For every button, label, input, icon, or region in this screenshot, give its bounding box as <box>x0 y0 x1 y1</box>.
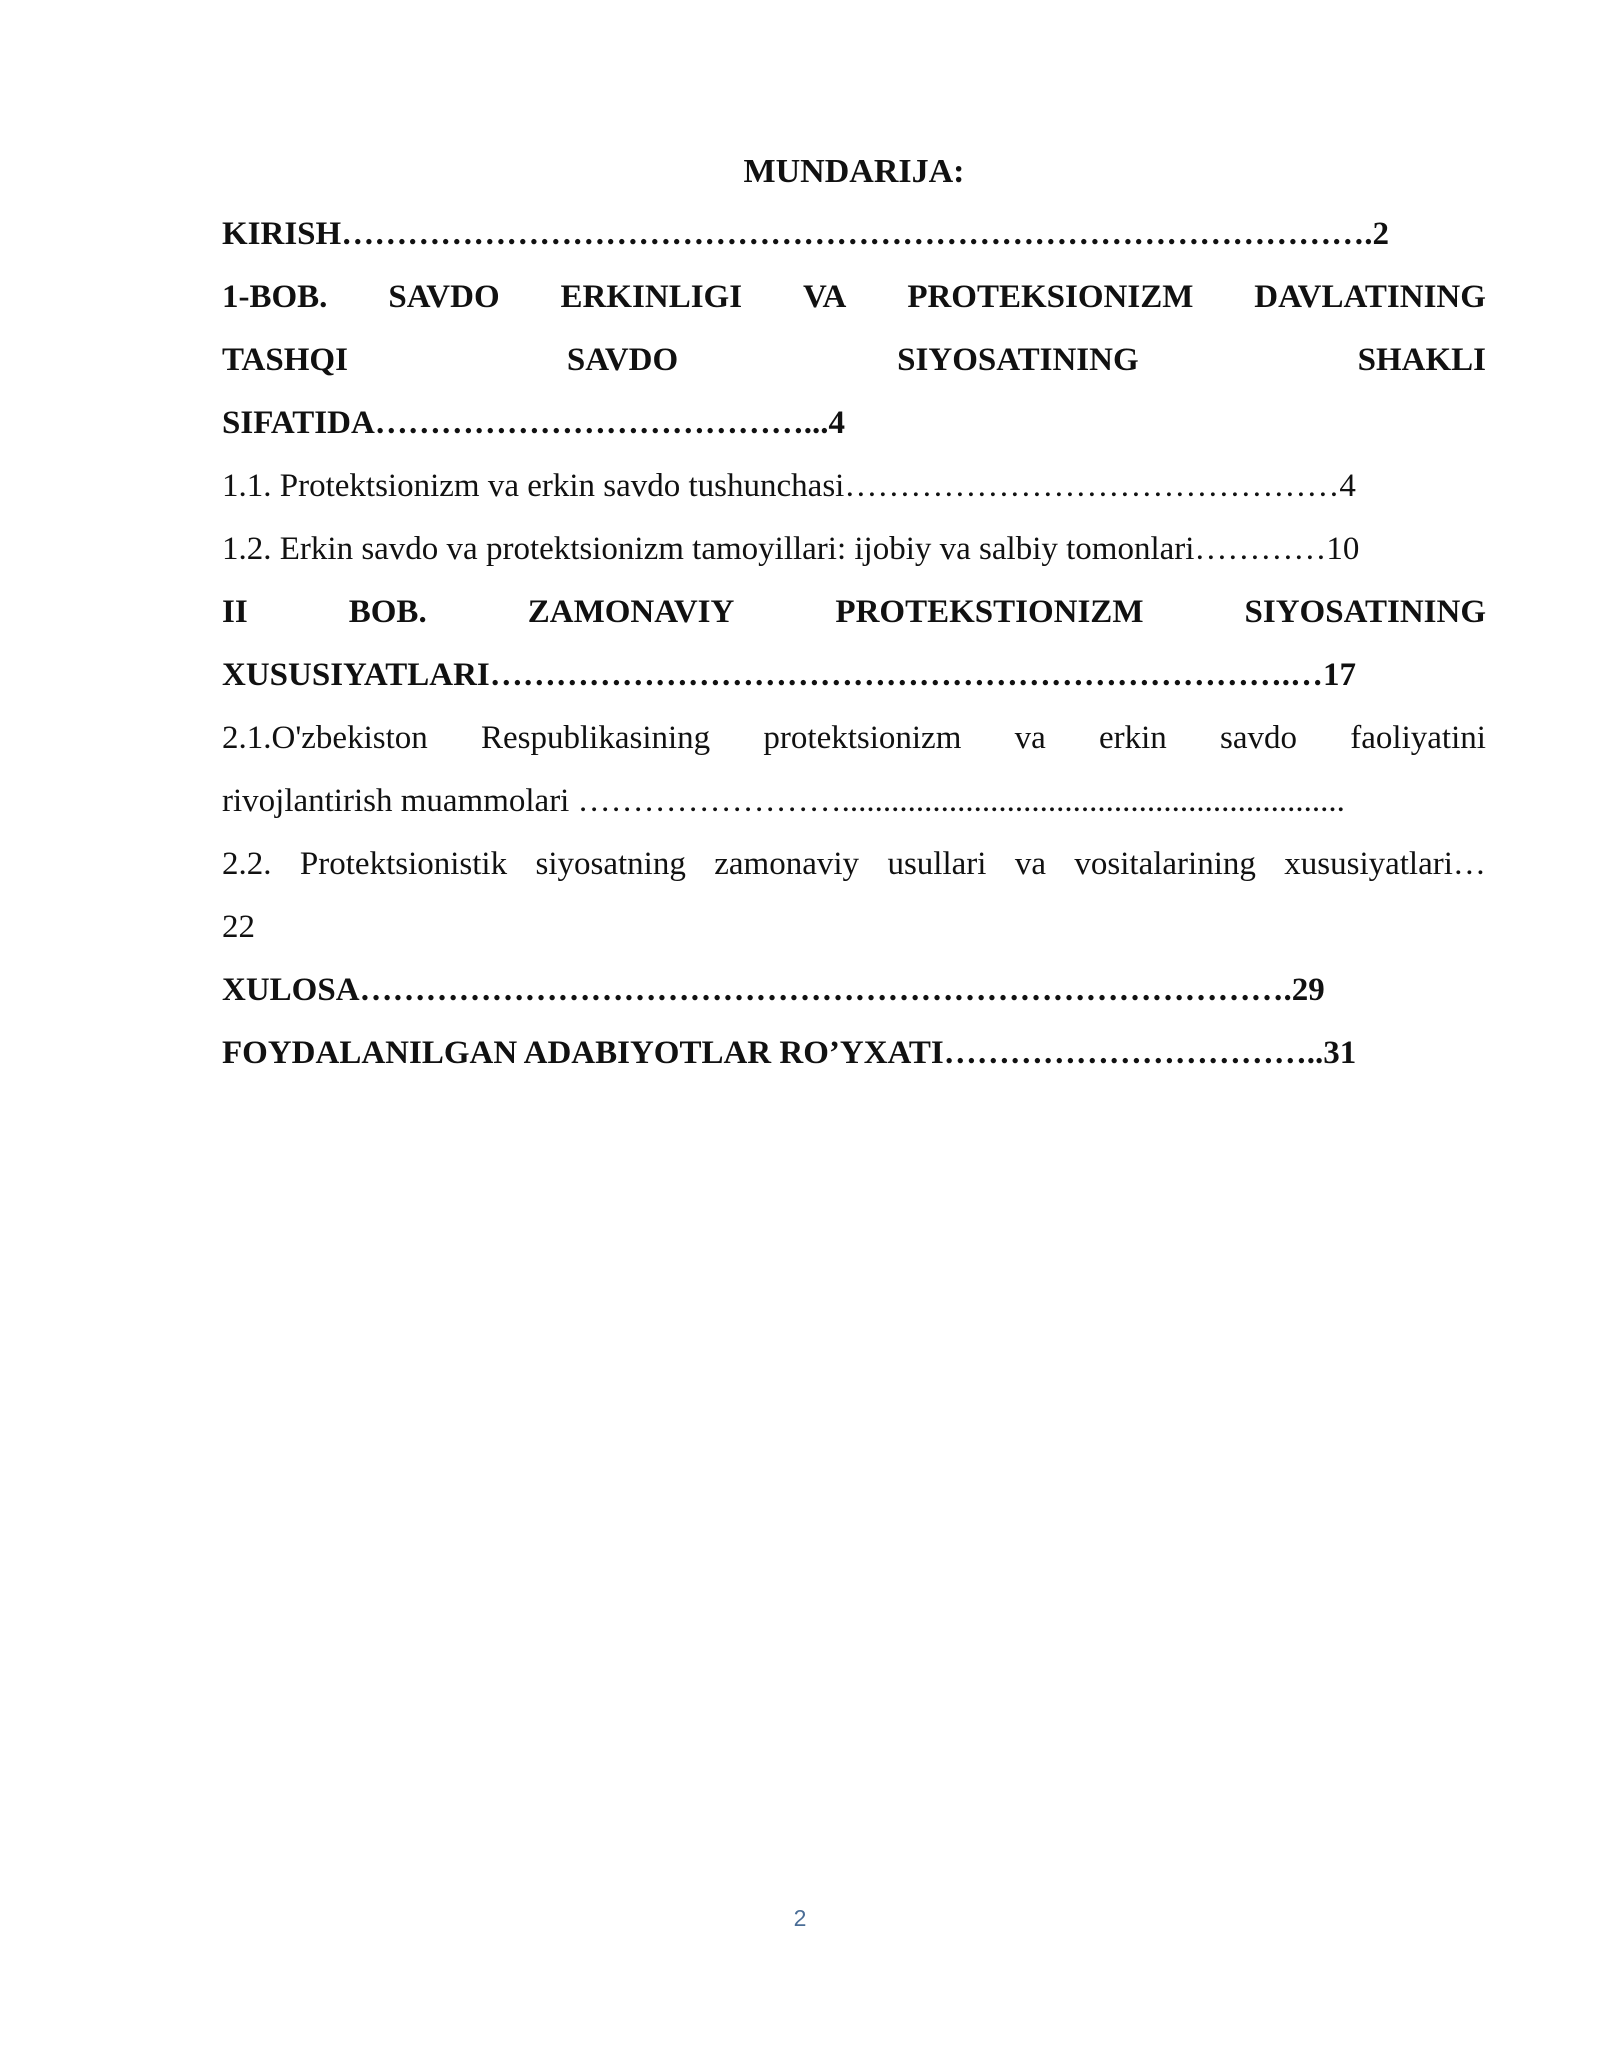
word: siyosatning <box>535 846 686 882</box>
word: SAVDO <box>566 342 679 378</box>
word: VA <box>802 279 847 315</box>
toc-entry-section-2-2-line2: 22 <box>222 909 255 945</box>
toc-title: MUNDARIJA: <box>743 153 965 190</box>
word: 2.1.O'zbekiston <box>222 720 428 756</box>
word: SAVDO <box>388 279 500 315</box>
word: DAVLATINING <box>1254 279 1486 315</box>
page-number: 2 <box>793 1905 807 1931</box>
word: faoliyatini <box>1350 720 1486 756</box>
table-of-contents <box>222 140 1486 1085</box>
toc-entry-section-2-1-line1 <box>222 707 1486 770</box>
word: PROTEKSTIONIZM <box>835 594 1144 630</box>
word: 1-BOB. <box>222 279 328 315</box>
toc-entry-chapter1-line2 <box>222 329 1486 392</box>
word: va <box>1014 720 1046 756</box>
word: PROTEKSIONIZM <box>907 279 1194 315</box>
toc-entry-chapter1-line3: SIFATIDA…………………………………...4 <box>222 405 846 441</box>
toc-entry-chapter2-line2: XUSUSIYATLARI……………………………………………………………….…17 <box>222 657 1357 693</box>
word: SIYOSATINING <box>1244 594 1486 630</box>
word: usullari <box>887 846 987 882</box>
word: ERKINLIGI <box>560 279 743 315</box>
toc-entry-section-1-1: 1.1. Protektsionizm va erkin savdo tushunchasi………………………………………4 <box>222 468 1356 504</box>
word: Protektsionistik <box>299 846 508 882</box>
word: savdo <box>1220 720 1298 756</box>
word: zamonaviy <box>714 846 860 882</box>
word: SIYOSATINING <box>897 342 1139 378</box>
toc-entry-section-2-2-line1 <box>222 833 1486 896</box>
word: protektsionizm <box>763 720 962 756</box>
word: vositalarining <box>1074 846 1256 882</box>
word: 2.2. <box>222 846 272 882</box>
word: II <box>222 594 248 630</box>
toc-entry-section-2-1-line2: rivojlantirish muammolari ……………………............................................................. <box>222 783 1345 819</box>
toc-entry-chapter1-line1 <box>222 266 1486 329</box>
word: BOB. <box>348 594 427 630</box>
word: SHAKLI <box>1357 342 1486 378</box>
word: erkin <box>1099 720 1167 756</box>
word: xususiyatlari… <box>1284 846 1486 882</box>
word: Respublikasining <box>481 720 711 756</box>
toc-entry-references: FOYDALANILGAN ADABIYOTLAR RO’YXATI……………………………..31 <box>222 1035 1357 1071</box>
word: TASHQI <box>222 342 348 378</box>
word: ZAMONAVIY <box>527 594 735 630</box>
toc-entry-kirish: KIRISH………………………………………………………………………………….2 <box>222 216 1389 252</box>
toc-entry-section-1-2: 1.2. Erkin savdo va protektsionizm tamoyillari: ijobiy va salbiy tomonlari…………10 <box>222 531 1360 567</box>
toc-entry-xulosa: XULOSA………………………………………………………………………….29 <box>222 972 1325 1008</box>
word: va <box>1014 846 1046 882</box>
toc-entry-chapter2-line1 <box>222 581 1486 644</box>
